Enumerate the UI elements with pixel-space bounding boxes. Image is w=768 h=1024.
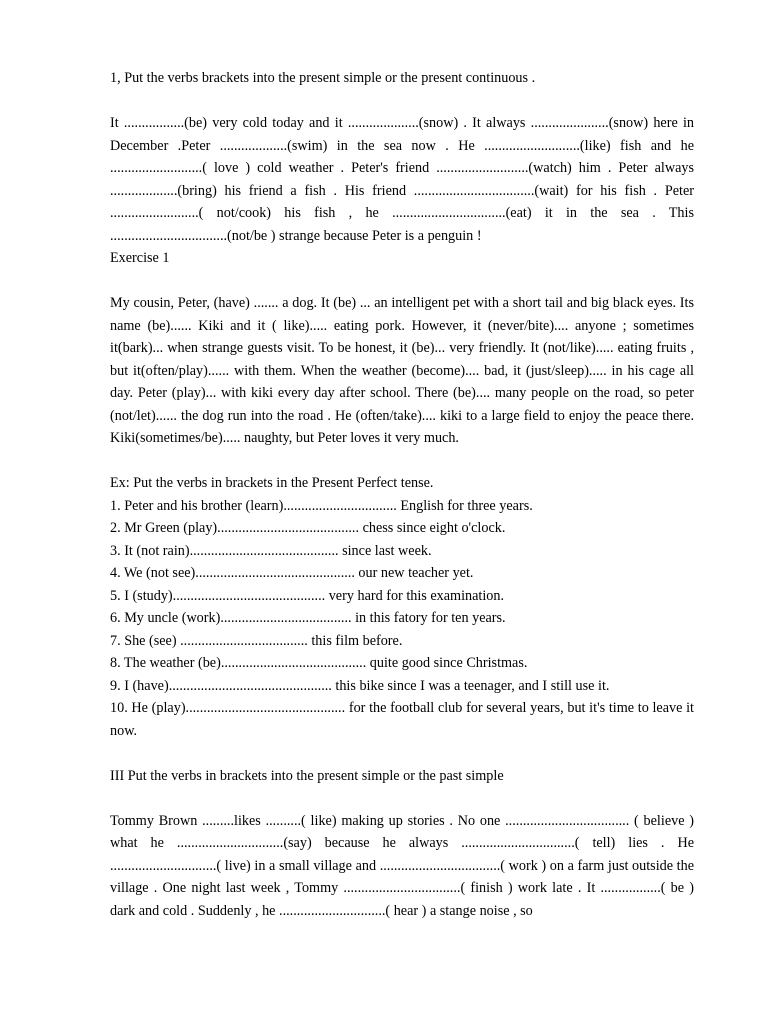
list-item: 6. My uncle (work)..................................... in this fatory for ten years. (110, 610, 506, 626)
spacer (110, 90, 694, 113)
list-item: 7. She (see) .................................... this film before. (110, 632, 403, 649)
list-item: 10. He (play)............................................. for the football club for several years, but it's time to leave it now. (110, 700, 694, 739)
document-content (110, 67, 694, 922)
list-item: 4. We (not see)............................................. our new teacher yet. (110, 565, 474, 581)
list-item: 1. Peter and his brother (learn)................................ English for three years. (110, 497, 533, 514)
list-item: 3. It (not rain).......................................... since last week. (110, 542, 432, 559)
spacer (110, 450, 694, 473)
list-item: 5. I (study)........................................... very hard for this examination. (110, 587, 505, 604)
section4-paragraph: Tommy Brown .........likes ..........( like) making up stories . No one ................................... ( believe ) what he ..............................(say) because he always ................................( tell) lies . He ..............................( live) in a small village and ..................................( work ) on a farm just outside the village . One night last week , Tommy .................................( finish ) work late . It .................( be ) dark and cold . Suddenly , he ..............................( hear ) a stange noise , so (110, 812, 694, 919)
list-item: 9. I (have).............................................. this bike since I was a teenager, and I still use it. (110, 677, 610, 694)
list-item: 2. Mr Green (play)........................................ chess since eight o'clock. (110, 520, 506, 536)
spacer (110, 787, 694, 810)
section1-heading: 1, Put the verbs brackets into the present simple or the present continuous . (110, 70, 536, 86)
list-item: 8. The weather (be)......................................... quite good since Christmas. (110, 655, 528, 671)
section2-paragraph: My cousin, Peter, (have) ....... a dog. It (be) ... an intelligent pet with a short tail and big black eyes. Its name (be)...... Kiki and it ( like)..... eating pork. However, it (never/bite).... anyone ; sometimes it(bark)... when strange guests visit. To be honest, it (be)... very friendly. It (not/like)..... eating fruits , but it(often/play)...... with them. When the weather (become).... bad, it (just/sleep)..... in his cage all day. Peter (play)... with kiki every day after school. There (be).... many people on the road, so peter (not/let)...... the dog run into the road . He (often/take).... kiki to a large field to enjoy the peace there. Kiki(sometimes/be)..... naughty, but Peter loves it very much. (110, 295, 694, 446)
section1-paragraph: It .................(be) very cold today and it ....................(snow) . It always ......................(snow) here in December .Peter ...................(swim) in the sea now . He ...........................(like) fish and he ..........................( love ) cold weather . Peter's friend ..........................(watch) him . Peter always ...................(bring) his friend a fish . His friend ..................................(wait) for his fish . Peter .........................( not/cook) his fish , he ................................(eat) it in the sea . This .................................(not/be ) strange because Peter is a penguin ! (110, 115, 694, 244)
exercise-label: Exercise 1 (110, 250, 170, 266)
spacer (110, 742, 694, 765)
section3-heading: Ex: Put the verbs in brackets in the Present Perfect tense. (110, 475, 434, 491)
section4-heading: III Put the verbs in brackets into the present simple or the past simple (110, 767, 504, 784)
spacer (110, 270, 694, 293)
